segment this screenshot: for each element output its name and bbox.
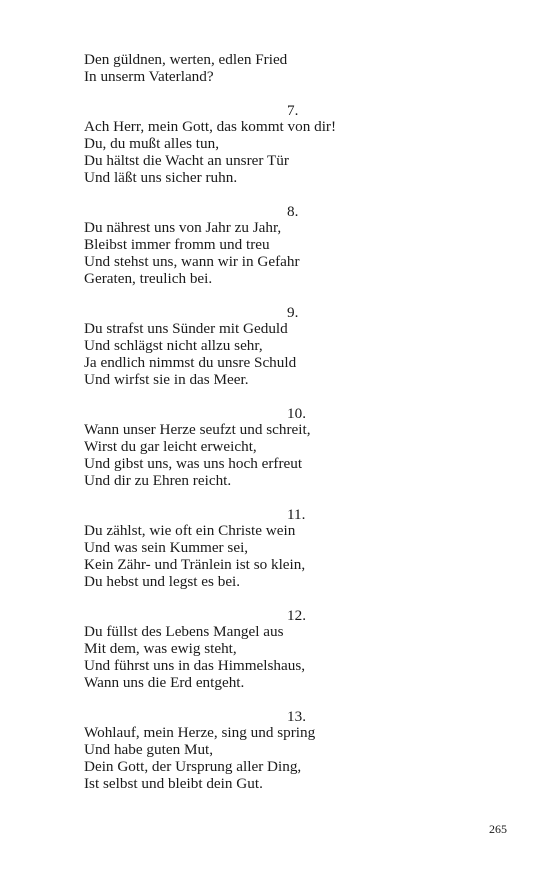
stanza-8 bbox=[84, 204, 384, 288]
verse-line: Du zählst, wie oft ein Christe wein bbox=[84, 522, 296, 540]
verse-line: Und läßt uns sicher ruhn. bbox=[84, 168, 238, 186]
verse-line: Ist selbst und bleibt dein Gut. bbox=[84, 774, 263, 792]
verse-line: Du strafst uns Sünder mit Geduld bbox=[84, 320, 288, 338]
verse-line: Geraten, treulich bei. bbox=[84, 269, 213, 287]
verse-line: Wann unser Herze seufzt und schreit, bbox=[84, 421, 311, 439]
stanza-13 bbox=[84, 709, 384, 793]
verse-line: Den güldnen, werten, edlen Fried bbox=[84, 51, 288, 68]
verse-line: Ach Herr, mein Gott, das kommt von dir! bbox=[84, 118, 337, 136]
stanza-number: 7. bbox=[287, 101, 299, 119]
page-number: 265 bbox=[489, 822, 507, 836]
verse-line: Du nährest uns von Jahr zu Jahr, bbox=[84, 219, 282, 237]
verse-line: Kein Zähr- und Tränlein ist so klein, bbox=[84, 555, 306, 573]
stanza-11 bbox=[84, 507, 384, 591]
stanza-number: 12. bbox=[287, 606, 306, 624]
verse-line: Und wirfst sie in das Meer. bbox=[84, 370, 249, 388]
stanza-number: 8. bbox=[287, 202, 299, 220]
verse-line: Und führst uns in das Himmelshaus, bbox=[84, 656, 306, 674]
verse-line: Dein Gott, der Ursprung aller Ding, bbox=[84, 757, 302, 775]
stanza-12 bbox=[84, 608, 384, 692]
verse-line: In unserm Vaterland? bbox=[84, 67, 214, 85]
verse-line: Du füllst des Lebens Mangel aus bbox=[84, 623, 284, 641]
verse-line: Du hältst die Wacht an unsrer Tür bbox=[84, 151, 289, 169]
verse-line: Und was sein Kummer sei, bbox=[84, 539, 249, 557]
verse-line: Und gibst uns, was uns hoch erfreut bbox=[84, 454, 303, 472]
verse-line: Mit dem, was ewig steht, bbox=[84, 640, 237, 658]
stanza-number: 13. bbox=[287, 707, 306, 725]
verse-line: Wohlauf, mein Herze, sing und spring bbox=[84, 724, 316, 742]
verse-line: Und schlägst nicht allzu sehr, bbox=[84, 337, 263, 355]
verse-line: Bleibst immer fromm und treu bbox=[84, 236, 270, 254]
verse-line: Du, du mußt alles tun, bbox=[84, 135, 219, 153]
stanza-7 bbox=[84, 103, 384, 187]
verse-line: Wirst du gar leicht erweicht, bbox=[84, 438, 257, 456]
verse-line: Und stehst uns, wann wir in Gefahr bbox=[84, 252, 300, 270]
verse-line: Ja endlich nimmst du unsre Schuld bbox=[84, 353, 297, 371]
stanza-10 bbox=[84, 406, 384, 490]
stanza-number: 11. bbox=[287, 505, 306, 523]
poem-text bbox=[84, 52, 384, 792]
continuation-lines bbox=[84, 52, 384, 86]
verse-line: Und habe guten Mut, bbox=[84, 741, 214, 759]
stanza-number: 10. bbox=[287, 404, 306, 422]
stanza-number: 9. bbox=[287, 303, 299, 321]
stanza-9 bbox=[84, 305, 384, 389]
verse-line: Du hebst und legst es bei. bbox=[84, 572, 241, 590]
verse-line: Und dir zu Ehren reicht. bbox=[84, 471, 232, 489]
verse-line: Wann uns die Erd entgeht. bbox=[84, 673, 245, 691]
